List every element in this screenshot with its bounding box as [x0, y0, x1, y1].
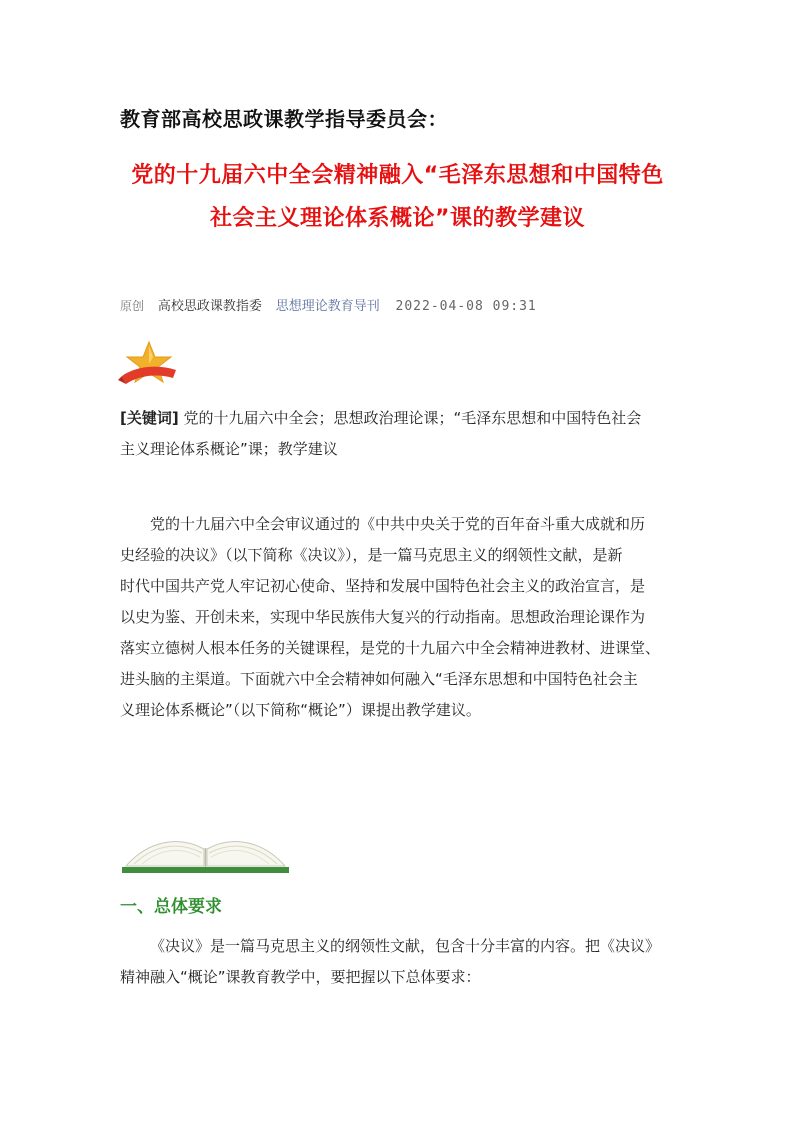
journal-link[interactable]: 思想理论教育导刊	[275, 299, 380, 314]
intro-line: 进头脑的主渠道。下面就六中全会精神如何融入“毛泽东思想和中国特色社会主	[120, 670, 638, 688]
publish-date: 2022-04-08 09:31	[395, 299, 537, 314]
keywords-text-2: 主义理论体系概论”课；教学建议	[120, 440, 338, 458]
article-meta	[120, 295, 537, 314]
intro-line: 以史为鉴、开创未来，实现中华民族伟大复兴的行动指南。思想政治理论课作为	[120, 608, 646, 626]
intro-line: 史经验的决议》（以下简称《决议》），是一篇马克思主义的纲领性文献，是新	[120, 546, 623, 564]
original-tag: 原创	[120, 299, 145, 313]
intro-paragraph	[120, 509, 680, 726]
main-title-line-1: 党的十九届六中全会精神融入“毛泽东思想和中国特色	[131, 163, 664, 188]
org-title: 教育部高校思政课教学指导委员会：	[120, 107, 448, 131]
intro-line: 党的十九届六中全会审议通过的《中共中央关于党的百年奋斗重大成就和历	[150, 515, 646, 533]
keywords-text-1: 党的十九届六中全会；思想政治理论课；“毛泽东思想和中国特色社会	[183, 409, 642, 427]
section-heading: 一、总体要求	[120, 897, 222, 917]
star-ribbon-icon	[118, 340, 180, 390]
keywords-label: [关键词]	[120, 409, 179, 427]
section-line: 《决议》是一篇马克思主义的纲领性文献，包含十分丰富的内容。把《决议》	[150, 937, 661, 955]
section-line: 精神融入“概论”课教育教学中，要把握以下总体要求：	[120, 968, 481, 986]
intro-line: 时代中国共产党人牢记初心使命、坚持和发展中国特色社会主义的政治宣言，是	[120, 577, 646, 595]
author-name: 高校思政课教指委	[157, 299, 262, 314]
intro-line: 义理论体系概论”（以下简称“概论”）课提出教学建议。	[120, 701, 481, 719]
section-paragraph	[120, 931, 680, 993]
main-title-line-2: 社会主义理论体系概论”课的教学建议	[210, 206, 585, 231]
keywords-paragraph	[120, 403, 680, 465]
open-book-icon	[118, 829, 293, 874]
intro-line: 落实立德树人根本任务的关键课程，是党的十九届六中全会精神进教材、进课堂、	[120, 639, 661, 657]
